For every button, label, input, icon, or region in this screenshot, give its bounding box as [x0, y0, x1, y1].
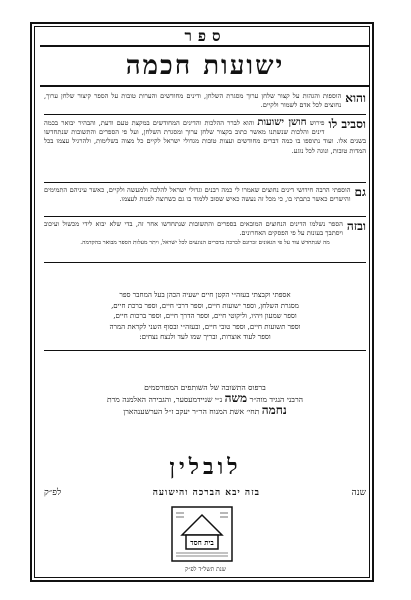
printer-mark-roof	[182, 515, 222, 535]
paragraph-2	[44, 118, 366, 156]
publisher-line-1-a: הרבני הנגיד מוה״ר	[249, 395, 304, 404]
book-title: ישועות חכמה	[40, 45, 370, 87]
divider-3	[44, 216, 366, 217]
paragraph-2-lead: וסביב לו	[328, 117, 366, 131]
publisher-line-2	[44, 405, 366, 417]
city-name: לובלין	[169, 454, 242, 480]
publisher-block	[44, 382, 366, 417]
paragraph-1-text: הוספות והגהות על קצור שלחן ערוך מסגרת השלחן, ודינים מחודשים והערות טובות על הספר קיצור שלחן ערוך, נחוצים לכל אדם לשמור ולקיים.	[44, 92, 342, 110]
paragraph-2-rest: והוא לברר ההלכות והדינים המחודשים במקצת טעם ודעת, והבהיר יבואר בכמה דינים והלכות שנשתנו מאשר כתוב בקצור שלחן ערוך ומסגרת השלחן, ועל פי הספרים והתשובות שנתחדשו בשנים אלו. ועוד נתוספו בו כמה דברים מחודשים ועצות טובות מגדולי ישראל לקיים כל מצוה בשלימות, ולהרגיל עצמו בכל המדות טובות, ונוגה לכל נוגע.	[44, 119, 366, 155]
author-block	[44, 290, 366, 343]
publisher-name-1: משה	[224, 391, 248, 405]
fine-print: מה שנתחדש עוד על פי הגאונים זכרונם לברכה בדברים הנוגעים לכל ישראל, ויתר מעלות הספר מבואר בהקדמה.	[80, 240, 330, 246]
publisher-intro: ברפוס התשובה של השותפים המפורסמים	[144, 383, 266, 392]
divider-4	[44, 262, 366, 263]
paragraph-4-lead: ובזה	[346, 219, 366, 233]
paragraph-4-text: הספר נשלמו הדינים הנחוצים המובאים בספרים והתשובות שנתחדשו אחר זה, בדי שלא יבוא לידי מכשול ועיכוב ויסתבך בעונות על פי הפסקים האחרונים.	[44, 220, 343, 238]
year-line	[44, 487, 366, 498]
header-word: ספר	[184, 27, 227, 45]
paragraph-1-lead: והוא	[345, 91, 366, 105]
year-suffix: לפ״ק	[44, 488, 62, 498]
author-line: וספר שמעון ויהיו, וליקוטי חיים, וספר הדרך חיים, וספר ברכות חיים,	[113, 312, 297, 320]
printer-mark-caption: שנת תשל״ד לפ״ק	[185, 566, 226, 573]
publisher-name-2: נחמה	[261, 403, 287, 417]
paragraph-3-lead: גם	[354, 185, 366, 199]
publisher-line-1	[44, 393, 366, 405]
author-line: מסגרת השלחן, וספר ישועות חיים, וספר דרכי חיים, וספר ברכת חיים,	[111, 301, 299, 310]
paragraph-2-emphasis: חושן ישועות	[257, 117, 307, 128]
divider-1	[44, 114, 366, 115]
author-line: אספתי וקבצתי בעזה״י הקטן חיים ישעיה הכהן בעל המחבר ספר	[119, 291, 291, 299]
paragraph-2-text: פירוש	[309, 119, 325, 127]
year-label: שנה	[351, 488, 366, 498]
divider-2	[44, 182, 366, 183]
publisher-line-1-b: נ״י שניידמעסער, והגבירה האלמנה מרת	[106, 395, 223, 404]
paragraph-4	[44, 220, 366, 238]
publisher-line-2-b: תחי׳ אשת המנוח הר״ר יעקב ז״ל הערשענהארן	[123, 407, 260, 416]
paragraph-3-text: הוספתי הרבה חידושי דינים נחוצים שאמרו לי כמה רבנים וגדולי ישראל להלכה ולמעשה ולקיים, כאשר עיניהם התמימים והישרים כאשר כתבתי בו, כי מכל זה נעשה כאיש שסוב ללמוד בו גם כשרוצה לפנות לעצמו.	[44, 186, 351, 204]
author-line: וספר לעוד אוצרות, ובריך שמו לעד ולנצח נצחים:	[139, 333, 271, 341]
paragraph-3	[44, 186, 366, 204]
divider-5	[44, 350, 366, 351]
year-text: בזה יבא הברכה והישועה	[152, 488, 260, 498]
paragraph-1	[44, 92, 366, 110]
printer-mark	[170, 505, 234, 563]
printer-mark-text: בית חסד	[190, 538, 214, 547]
author-line: וספר תשועות חיים, וספר טובי חיים, ובעזה״י ובסוף השני לקראת המרה	[109, 322, 301, 331]
